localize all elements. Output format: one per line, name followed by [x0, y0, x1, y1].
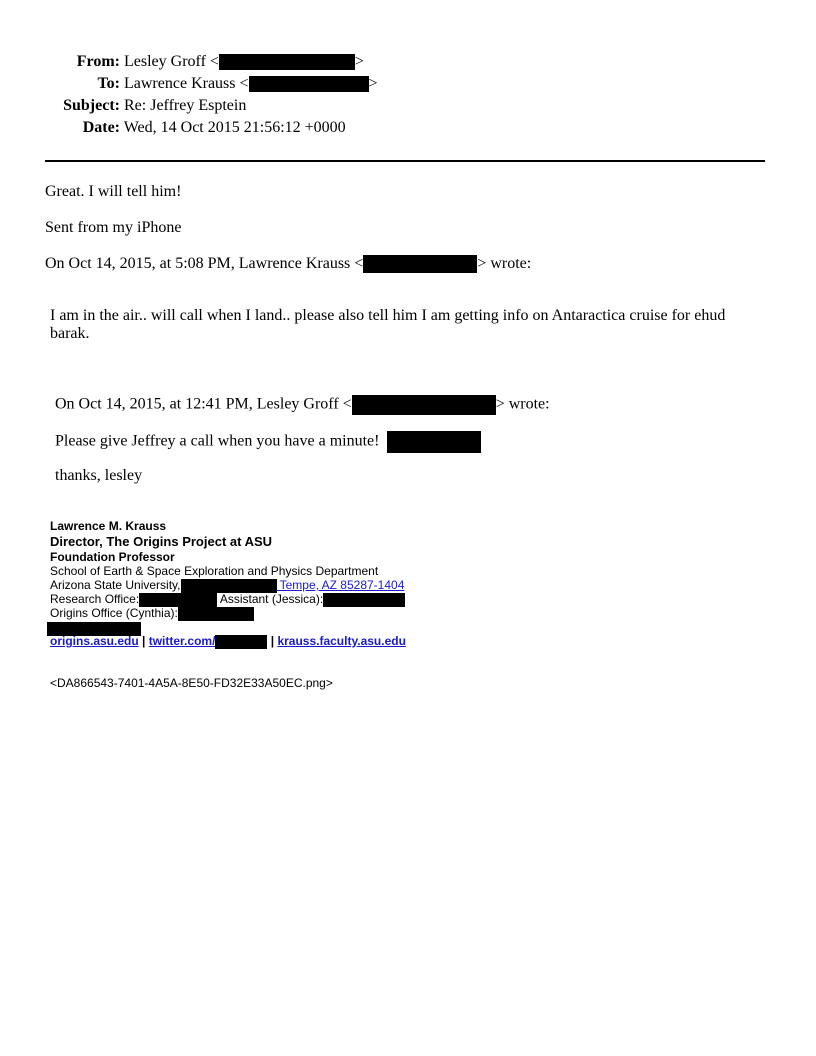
date-label: Date:: [82, 119, 120, 136]
quote1-prefix: On Oct 14, 2015, at 5:08 PM, Lawrence Krauss <: [45, 255, 364, 272]
attachment-name: <DA866543-7401-4A5A-8E50-FD32E33A50EC.png>: [50, 676, 333, 690]
origins-link[interactable]: origins.asu.edu: [50, 634, 139, 648]
header-subject: [45, 97, 246, 115]
sig-department: School of Earth & Space Exploration and Physics Department: [50, 564, 379, 578]
redaction-box: [181, 579, 277, 593]
link-separator: |: [267, 634, 278, 648]
krauss-message: I am in the air.. will call when I land.. please also tell him I am getting info on Antaractica cruise for ehud barak.: [50, 307, 726, 342]
header-to: [45, 75, 378, 93]
header-date: [45, 119, 346, 137]
to-label: To:: [97, 75, 120, 92]
faculty-link[interactable]: krauss.faculty.asu.edu: [277, 634, 406, 648]
redaction-box: [219, 54, 355, 70]
date-value: Wed, 14 Oct 2015 21:56:12 +0000: [123, 119, 346, 136]
sig-links: [50, 634, 406, 649]
redaction-box: [249, 76, 369, 92]
redaction-box: [139, 593, 217, 607]
from-close: >: [354, 53, 364, 70]
link-separator: |: [138, 634, 149, 648]
origins-office-label: Origins Office (Cynthia):: [50, 606, 178, 620]
reply-line: Great. I will tell him!: [45, 183, 182, 200]
sig-address: [50, 578, 404, 593]
redaction-box: [215, 635, 267, 649]
sig-name: Lawrence M. Krauss: [50, 519, 167, 533]
redaction-box: [352, 395, 496, 415]
twitter-link[interactable]: twitter.com/: [148, 634, 216, 648]
research-office-label: Research Office:: [50, 592, 140, 606]
groff-signoff: thanks, lesley: [55, 467, 143, 484]
quote-header-1: [45, 255, 531, 273]
to-close: >: [368, 75, 378, 92]
quote2-prefix: On Oct 14, 2015, at 12:41 PM, Lesley Groff <: [55, 395, 352, 413]
redaction-box: [387, 431, 481, 453]
sent-from-line: Sent from my iPhone: [45, 219, 182, 236]
to-value: Lawrence Krauss <: [124, 75, 249, 92]
assistant-label: Assistant (Jessica):: [217, 592, 324, 606]
subject-label: Subject:: [63, 97, 120, 114]
groff-message-line: [55, 431, 481, 453]
address-link[interactable]: Tempe, AZ 85287-1404: [276, 578, 405, 592]
sig-offices: [50, 592, 405, 607]
header-from: [45, 53, 364, 71]
from-label: From:: [76, 53, 120, 70]
subject-value: Re: Jeffrey Esptein: [124, 97, 247, 114]
sig-origins-office: [50, 606, 254, 621]
groff-message: Please give Jeffrey a call when you have a minute!: [55, 432, 380, 450]
quote1-suffix: > wrote:: [477, 255, 532, 272]
header-divider: [45, 160, 765, 162]
sig-position: Foundation Professor: [50, 550, 175, 564]
redaction-box: [323, 593, 405, 607]
from-value: Lesley Groff <: [124, 53, 219, 70]
redaction-box: [178, 607, 254, 621]
sig-university: Arizona State University,: [50, 578, 181, 592]
quote2-suffix: > wrote:: [495, 395, 550, 413]
redaction-box: [363, 255, 477, 273]
quote-header-2: [55, 395, 550, 415]
sig-title: Director, The Origins Project at ASU: [50, 534, 273, 549]
